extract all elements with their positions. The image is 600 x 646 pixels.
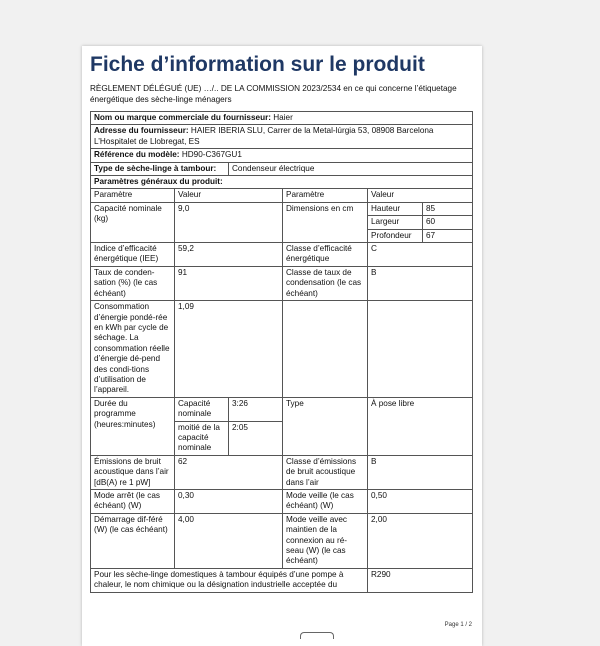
- supplier-address-value: HAIER IBERIA SLU, Carrer de la Metal-lúrgia 53, 08908 Barcelona L’Hospitalet de Llobregat, ES: [94, 126, 434, 146]
- refrigerant-label: Pour les sèche-linge domestiques à tambour équipés d’une pompe à chaleur, le nom chimique ou la désignation industrielle acceptée du: [91, 568, 368, 592]
- iee-label: Indice d’efficacité énergétique (IEE): [91, 243, 175, 267]
- supplier-address-row: [91, 125, 473, 149]
- supplier-name-row: [91, 112, 473, 125]
- refrigerant-row: [91, 568, 473, 592]
- depth-label: Profondeur: [368, 229, 423, 242]
- general-params-row: [91, 176, 473, 189]
- page-number: Page 1 / 2: [444, 622, 472, 628]
- duration-half-value: 2:05: [229, 421, 283, 455]
- delay-row: [91, 513, 473, 568]
- noise-class-label: Classe d’émissions de bruit acoustique dans l’air: [283, 455, 368, 489]
- col-value-header-2: Valeur: [368, 189, 473, 202]
- page-title: Fiche d’information sur le produit: [90, 53, 425, 76]
- energy-class-label: Classe d’efficacité énergétique: [283, 243, 368, 267]
- empty-cell: [368, 301, 473, 398]
- model-value: HD90-C367GU1: [181, 150, 242, 160]
- col-param-header-2: Paramètre: [283, 189, 368, 202]
- type-label: Type: [283, 397, 368, 455]
- height-value: 85: [423, 202, 473, 215]
- supplier-address-label: Adresse du fournisseur:: [94, 126, 189, 136]
- capacity-row: [91, 202, 473, 215]
- dimensions-label: Dimensions en cm: [283, 202, 368, 242]
- type-value: À pose libre: [368, 397, 473, 455]
- delay-value: 4,00: [175, 513, 283, 568]
- off-mode-label: Mode arrêt (le cas échéant) (W): [91, 490, 175, 514]
- condensation-class-value: B: [368, 266, 473, 300]
- condensation-label: Taux de conden-sation (%) (le cas échéant): [91, 266, 175, 300]
- supplier-name-value: Haier: [273, 113, 293, 122]
- next-page-edge: [300, 632, 334, 639]
- duration-half-label: moitié de la capacité nominale: [175, 421, 229, 455]
- iee-row: [91, 243, 473, 267]
- standby-value: 0,50: [368, 490, 473, 514]
- duration-label: Durée du programme (heures:minutes): [91, 397, 175, 455]
- condensation-class-label: Classe de taux de condensation (le cas échéant): [283, 266, 368, 300]
- consumption-label: Consommation d’énergie pondé-rée en kWh par cycle de séchage. La consommation réelle d’énergie dé-pend des condi-tions d’utilisation de l’appareil.: [91, 301, 175, 398]
- capacity-value: 9,0: [175, 202, 283, 242]
- network-standby-value: 2,00: [368, 513, 473, 568]
- condensation-value: 91: [175, 266, 283, 300]
- duration-row: [91, 397, 473, 421]
- condensation-row: [91, 266, 473, 300]
- dryer-type-value: Condenseur électrique: [229, 162, 473, 175]
- duration-full-value: 3:26: [229, 397, 283, 421]
- page-content: [90, 52, 472, 593]
- noise-value: 62: [175, 455, 283, 489]
- noise-class-value: B: [368, 455, 473, 489]
- iee-value: 59,2: [175, 243, 283, 267]
- regulation-text: RÈGLEMENT DÉLÉGUÉ (UE) …/.. DE LA COMMISSION 2023/2534 en ce qui concerne l’étiquetage énergétique des sèche-linge ménagers: [90, 84, 457, 104]
- model-label: Référence du modèle:: [94, 150, 180, 160]
- info-table: [90, 111, 473, 593]
- col-value-header: Valeur: [175, 189, 283, 202]
- refrigerant-value: R290: [368, 568, 473, 592]
- general-params-label: Paramètres généraux du produit:: [91, 176, 473, 189]
- header-row: [91, 189, 473, 202]
- width-value: 60: [423, 216, 473, 229]
- depth-value: 67: [423, 229, 473, 242]
- delay-label: Démarrage dif-féré (W) (le cas échéant): [91, 513, 175, 568]
- off-mode-row: [91, 490, 473, 514]
- energy-class-value: C: [368, 243, 473, 267]
- network-standby-label: Mode veille avec maintien de la connexion au ré-seau (W) (le cas échéant): [283, 513, 368, 568]
- model-row: [91, 149, 473, 162]
- document-page: [82, 46, 482, 646]
- noise-label: Émissions de bruit acoustique dans l’air [dB(A) re 1 pW]: [91, 455, 175, 489]
- dryer-type-row: [91, 162, 473, 175]
- width-label: Largeur: [368, 216, 423, 229]
- consumption-row: [91, 301, 473, 398]
- col-param-header: Paramètre: [91, 189, 175, 202]
- capacity-label: Capacité nominale (kg): [91, 202, 175, 242]
- off-mode-value: 0,30: [175, 490, 283, 514]
- duration-full-label: Capacité nominale: [175, 397, 229, 421]
- noise-row: [91, 455, 473, 489]
- consumption-value: 1,09: [175, 301, 283, 398]
- height-label: Hauteur: [368, 202, 423, 215]
- supplier-name-label: Nom ou marque commerciale du fournisseur:: [94, 113, 271, 122]
- dryer-type-label: Type de sèche-linge à tambour:: [91, 162, 229, 175]
- standby-label: Mode veille (le cas échéant) (W): [283, 490, 368, 514]
- empty-cell: [283, 301, 368, 398]
